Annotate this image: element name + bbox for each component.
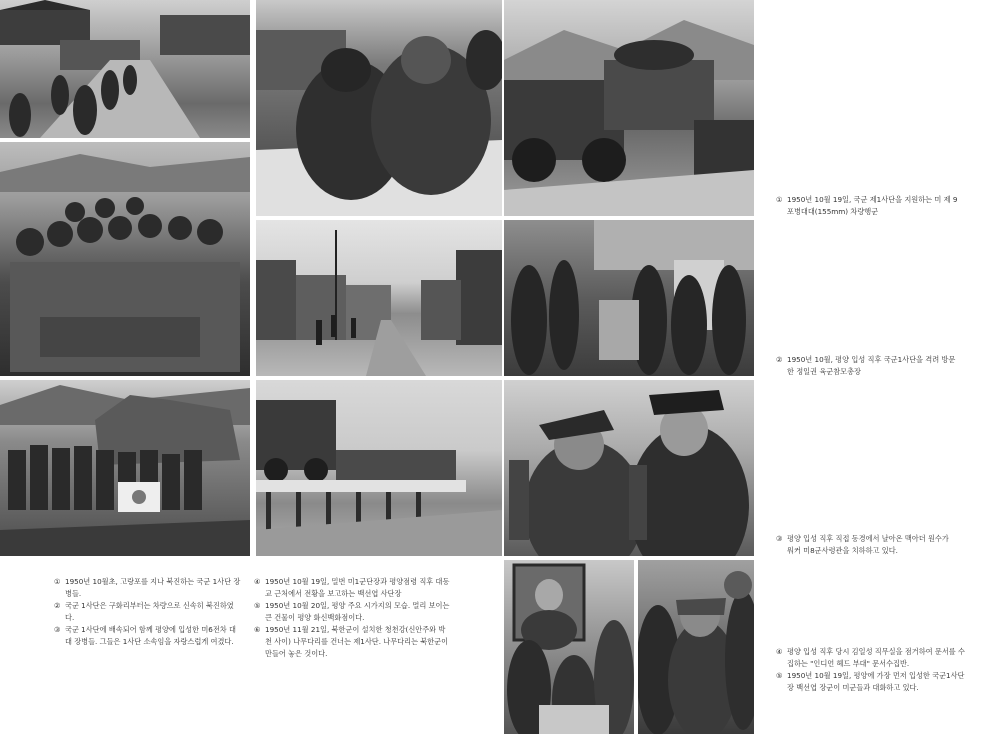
caption-item — [776, 670, 966, 694]
caption-block-left — [54, 576, 242, 648]
photo-6th-tank-battalion — [0, 380, 250, 556]
caption-number: ② — [776, 355, 783, 364]
caption-text: 국군 1사단에 배속되어 함께 평양에 입성한 미6전차 대대 장병들. 그들은 1사단 소속임을 자랑스럽게 여겼다. — [65, 625, 236, 646]
caption-right-4-5 — [776, 646, 966, 694]
caption-text: 평양 입성 직후 당시 김일성 직무실을 점거하여 문서를 수집하는 "인디언 헤드 부대" 문서수집반. — [787, 647, 965, 668]
photo-officers-reviewing-map — [256, 0, 502, 216]
caption-text: 1950년 10월 19일, 국군 제1사단을 지원하는 미 제 9 포병대대(155mm) 차량행군 — [787, 195, 958, 216]
caption-item — [254, 624, 450, 660]
caption-number: ④ — [254, 577, 261, 586]
caption-item — [54, 624, 242, 648]
caption-item — [776, 194, 958, 218]
caption-text: 1950년 10월초, 고랑포를 지나 북진하는 국군 1사단 장병들. — [65, 577, 241, 598]
caption-number: ① — [54, 577, 61, 586]
caption-right-2 — [776, 354, 958, 378]
caption-right-3 — [776, 533, 958, 557]
caption-number: ⑤ — [776, 671, 783, 680]
caption-number: ③ — [776, 534, 783, 543]
caption-item — [776, 354, 958, 378]
caption-text: 1950년 10월 19일, 평양에 가장 먼저 입성한 국군1사단장 백선엽 장군이 미군들과 대화하고 있다. — [787, 671, 965, 692]
caption-number: ① — [776, 195, 783, 204]
photo-troops-on-truck — [0, 142, 250, 376]
caption-text: 평양 입성 직후 직접 동경에서 날아온 맥아더 원수가 워커 미8군사령관을 치하하고 있다. — [787, 534, 949, 555]
caption-item — [54, 576, 242, 600]
photo-wooden-bridge-crossing — [256, 380, 502, 556]
caption-item — [254, 600, 450, 624]
caption-text: 1950년 10월 19일, 밀번 미1군단장과 평양점령 직후 대동교 근처에서 전황을 보고하는 백선엽 사단장 — [265, 577, 450, 598]
photo-chief-of-staff-visit — [504, 220, 754, 376]
photo-paik-sun-yup-with-us-troops — [638, 560, 754, 734]
caption-number: ③ — [54, 625, 61, 634]
photo-macarthur-walker — [504, 380, 754, 556]
caption-block-middle — [254, 576, 450, 660]
caption-item — [776, 646, 966, 670]
caption-number: ⑤ — [254, 601, 261, 610]
caption-text: 1950년 10월, 평양 입성 직후 국군1사단을 격려 방문한 정일권 육군참모총장 — [787, 355, 956, 376]
photo-pyongyang-street — [256, 220, 502, 376]
caption-text: 1950년 10월 20일, 평양 주요 시가지의 모습. 멀리 보이는 큰 건물이 평양 화신백화점이다. — [265, 601, 450, 622]
caption-text: 1950년 11월 21일, 북한군이 설치한 청천강(신안주와 박천 사이) 나무다리를 건너는 제1사단. 나무다리는 북한군이 만들어 놓은 것이다. — [265, 625, 449, 658]
photo-soldiers-marching-village — [0, 0, 250, 138]
caption-number: ④ — [776, 647, 783, 656]
caption-right-1 — [776, 194, 958, 218]
caption-number: ⑥ — [254, 625, 261, 634]
caption-number: ② — [54, 601, 61, 610]
photo-artillery-truck-convoy — [504, 0, 754, 216]
caption-item — [776, 533, 958, 557]
caption-item — [54, 600, 242, 624]
photo-document-collection-team — [504, 560, 634, 734]
caption-text: 국군 1사단은 구화리부터는 차량으로 신속히 북진하였다. — [65, 601, 234, 622]
caption-item — [254, 576, 450, 600]
